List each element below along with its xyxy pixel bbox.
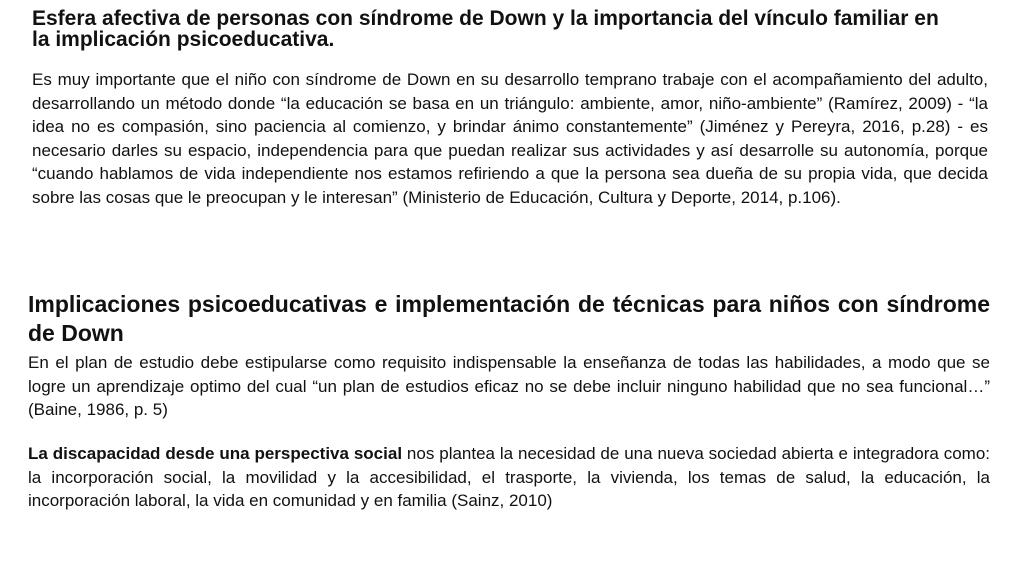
section-title-esfera-afectiva: Esfera afectiva de personas con síndrome de Down y la importancia del vínculo familiar en la implicación psicoeducativa. xyxy=(32,7,939,51)
paragraph-esfera-afectiva: Es muy importante que el niño con síndrome de Down en su desarrollo temprano trabaje con el acompañamiento del adulto, desarrollando un método donde “la educación se basa en un triángulo: ambiente, amor, niño-ambiente” (Ramírez, 2009) - “la idea no es compasión, sino paciencia al comienzo, y brindar ánimo constantemente” (Jiménez y Pereyra, 2016, p.28) - es necesario darles su espacio, independencia para que puedan realizar sus actividades y así desarrolle su autonomía, porque “cuando hablamos de vida independiente nos estamos refiriendo a que la persona sea dueña de su propia vida, que decida sobre las cosas que le preocupan y le interesan” (Ministerio de Educación, Cultura y Deporte, 2014, p.106). xyxy=(32,70,988,207)
paragraph-lead-bold: La discapacidad desde una perspectiva social xyxy=(28,444,403,463)
paragraph-implicaciones: En el plan de estudio debe estipularse como requisito indispensable la enseñanza de todas las habilidades, a modo que se logre un aprendizaje optimo del cual “un plan de estudios eficaz no se debe incluir ninguno habilidad que no sea funcional…” (Baine, 1986, p. 5) xyxy=(28,353,990,420)
paragraph-discapacidad xyxy=(28,442,990,513)
paragraph-rest: nos plantea la necesidad de una nueva sociedad abierta e integradora como: la incorporación social, la movilidad y la accesibilidad, el trasporte, la vivienda, los temas de salud, la educación, la incorporación laboral, la vida en comunidad y en familia (Sainz, 2010) xyxy=(28,444,991,511)
section-title-implicaciones: Implicaciones psicoeducativas e implementación de técnicas para niños con síndrome de Down xyxy=(28,291,990,346)
